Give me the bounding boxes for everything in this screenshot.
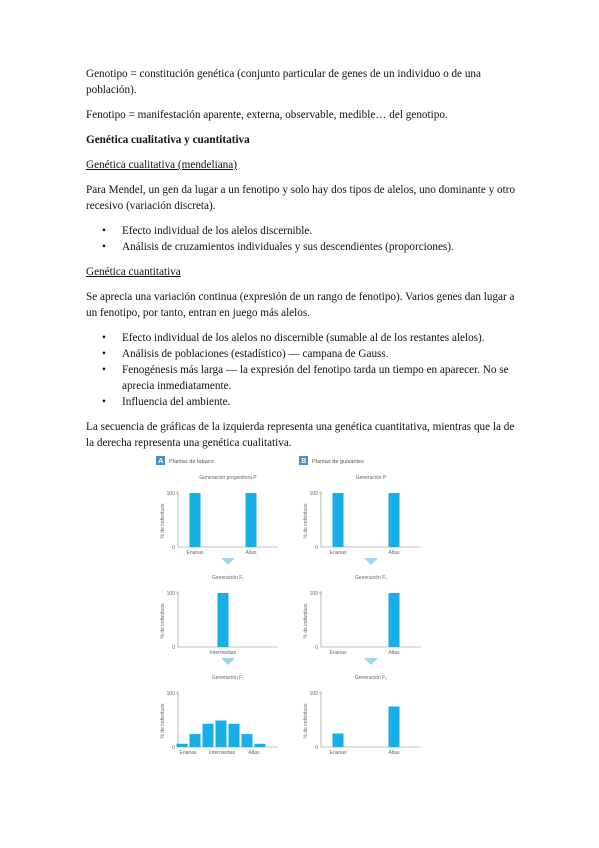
mendel-paragraph: Para Mendel, un gen da lugar a un fenotipo y solo hay dos tipos de alelos, uno dominante y otro recesivo (variación discreta). [86, 184, 516, 212]
down-arrow-icon [221, 658, 235, 665]
y-tick-label: 100 [166, 691, 175, 697]
y-axis-label: % de individuos [303, 703, 309, 739]
chart-title: Generación P [355, 475, 387, 481]
y-axis-label: % de individuos [303, 503, 309, 539]
down-arrow-icon [364, 558, 378, 565]
y-tick-label: 100 [166, 491, 175, 497]
y-tick-label: 0 [172, 545, 175, 551]
subheading-cuantitativa: Genética cuantitativa [86, 266, 181, 278]
conclusion-paragraph: La secuencia de gráficas de la izquierda representa una genética cuantitativa, mientras que la de la derecha representa una genética cualitativa. [86, 421, 515, 449]
chart-title: Generación F₁ [212, 575, 244, 581]
bar [389, 707, 400, 748]
bar [216, 721, 227, 747]
y-tick-label: 100 [166, 591, 175, 597]
y-axis-label: % de individuos [160, 503, 166, 539]
x-tick-label: Intermedias [208, 750, 236, 754]
section-heading: Genética cualitativa y cuantitativa [86, 134, 250, 146]
list-item: • Efecto individual de los alelos discernible. [102, 225, 313, 237]
y-tick-label: 0 [172, 745, 175, 751]
bar [218, 593, 229, 647]
y-tick-label: 0 [315, 645, 318, 651]
bar [246, 493, 257, 547]
y-axis-label: % de individuos [303, 603, 309, 639]
genetics-figure [148, 448, 440, 754]
panel-a-letter: A [158, 458, 164, 465]
chart-title: Generación progenitora P [199, 475, 257, 481]
bar [333, 734, 344, 748]
bar [333, 493, 344, 547]
bullet-icon: • [102, 348, 106, 360]
y-tick-label: 100 [309, 691, 318, 697]
x-tick-label: Enanas [179, 750, 197, 754]
fenotipo-definition: Fenotipo = manifestación aparente, externa, observable, medible… del genotipo. [86, 109, 448, 121]
x-tick-label: Enanas [329, 650, 347, 656]
y-tick-label: 0 [315, 545, 318, 551]
bar-charts-svg [148, 448, 440, 754]
y-tick-label: 0 [172, 645, 175, 651]
chart-title: Generación F₂ [354, 675, 388, 681]
panel-b-letter: B [301, 458, 307, 465]
x-tick-label: Altas [388, 650, 400, 656]
bar [190, 493, 201, 547]
bullet-icon: • [102, 364, 106, 376]
x-tick-label: Altas [388, 550, 400, 556]
panel-a-title: Plantas de tabaco [169, 459, 214, 465]
y-tick-label: 100 [309, 591, 318, 597]
list-item: • Efecto individual de los alelos no discernible (sumable al de los restantes alelos). [102, 332, 485, 344]
bullet-icon: • [102, 396, 106, 408]
bullet-icon: • [102, 241, 106, 253]
list-item: • Análisis de cruzamientos individuales y sus descendientes (proporciones). [102, 241, 454, 253]
x-tick-label: Intermedias [209, 650, 237, 656]
x-tick-label: Altas [248, 750, 260, 754]
list-item: • Análisis de poblaciones (estadístico) — campana de Gauss. [102, 348, 389, 360]
bar [177, 744, 188, 747]
x-tick-label: Altas [245, 550, 257, 556]
document-body [86, 66, 516, 460]
genotipo-definition: Genotipo = constitución genética (conjunto particular de genes de un individuo o de una población). [86, 68, 481, 96]
x-tick-label: Enanas [329, 750, 347, 754]
bullet-icon: • [102, 332, 106, 344]
list-item: • Influencia del ambiente. [102, 396, 231, 408]
x-tick-label: Altas [388, 750, 400, 754]
bar [389, 593, 400, 647]
down-arrow-icon [221, 558, 235, 565]
y-tick-label: 100 [309, 491, 318, 497]
bar [229, 724, 240, 747]
cualitativa-list [86, 223, 516, 255]
y-axis-label: % de individuos [160, 703, 166, 739]
cuantitativa-list [86, 330, 516, 410]
down-arrow-icon [364, 658, 378, 665]
axis-line [321, 591, 421, 647]
x-tick-label: Enanas [186, 550, 204, 556]
bar [203, 724, 214, 747]
bullet-icon: • [102, 225, 106, 237]
cuantitativa-paragraph: Se aprecia una variación continua (expresión de un rango de fenotipo). Varios genes dan lugar a un fenotipo, por tanto, entran en juego más alelos. [86, 291, 515, 319]
bar [255, 744, 266, 747]
x-tick-label: Enanas [329, 550, 347, 556]
bar [190, 734, 201, 747]
subheading-cualitativa: Genética cualitativa (mendeliana) [86, 159, 237, 171]
y-axis-label: % de individuos [160, 603, 166, 639]
y-tick-label: 0 [315, 745, 318, 751]
chart-title: Generación F₁ [355, 575, 387, 581]
bar [389, 493, 400, 547]
panel-b-title: Plantas de guisantes [312, 459, 364, 465]
chart-title: Generación F₂ [211, 675, 245, 681]
list-item: • Fenogénesis más larga — la expresión del fenotipo tarda un tiempo en aparecer. No se aprecia inmediatamente. [102, 364, 509, 392]
bar [242, 734, 253, 747]
